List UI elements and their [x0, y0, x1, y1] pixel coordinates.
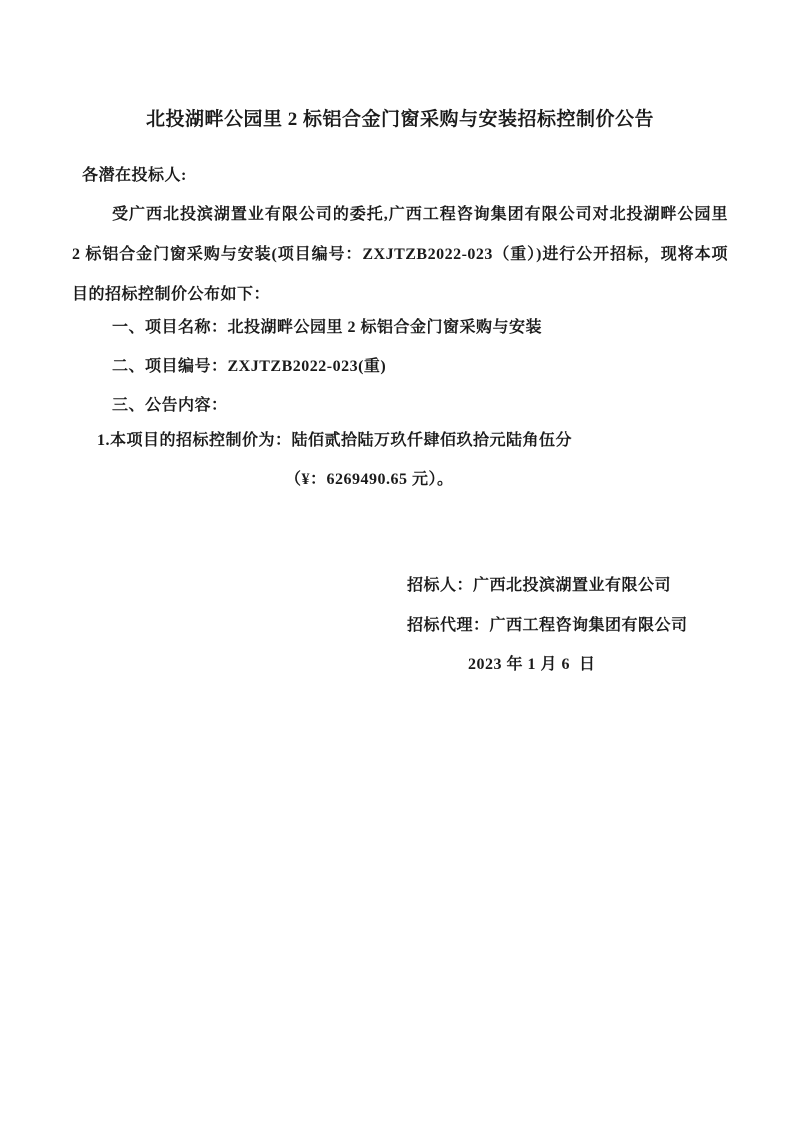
- signature-agent-line: 招标代理：广西工程咨询集团有限公司: [407, 617, 688, 634]
- salutation-line: 各潜在投标人:: [82, 167, 187, 184]
- body-paragraph: [72, 195, 728, 315]
- body-paragraph-line-2: 2 标铝合金门窗采购与安装(项目编号：ZXJTZB2022-023（重）)进行公开招标，现将本项: [72, 246, 728, 263]
- control-price-amount: （¥：6269490.65 元）。: [285, 471, 454, 488]
- control-price-text: 1.本项目的招标控制价为：陆佰贰拾陆万玖仟肆佰玖拾元陆角伍分: [97, 432, 573, 449]
- signature-date-line: 2023 年 1 月 6 日: [468, 656, 596, 673]
- list-item-notice-content: 三、公告内容：: [112, 397, 228, 414]
- list-item-project-name: 一、项目名称：北投湖畔公园里 2 标铝合金门窗采购与安装: [112, 319, 543, 336]
- list-item-project-number: 二、项目编号：ZXJTZB2022-023(重): [112, 358, 387, 375]
- signature-tenderer-line: 招标人：广西北投滨湖置业有限公司: [407, 577, 672, 594]
- body-paragraph-line-3: 目的招标控制价公布如下：: [72, 286, 271, 303]
- page-title: 北投湖畔公园里 2 标铝合金门窗采购与安装招标控制价公告: [145, 109, 654, 130]
- body-paragraph-line-1: 受广西北投滨湖置业有限公司的委托,广西工程咨询集团有限公司对北投湖畔公园里: [112, 206, 728, 223]
